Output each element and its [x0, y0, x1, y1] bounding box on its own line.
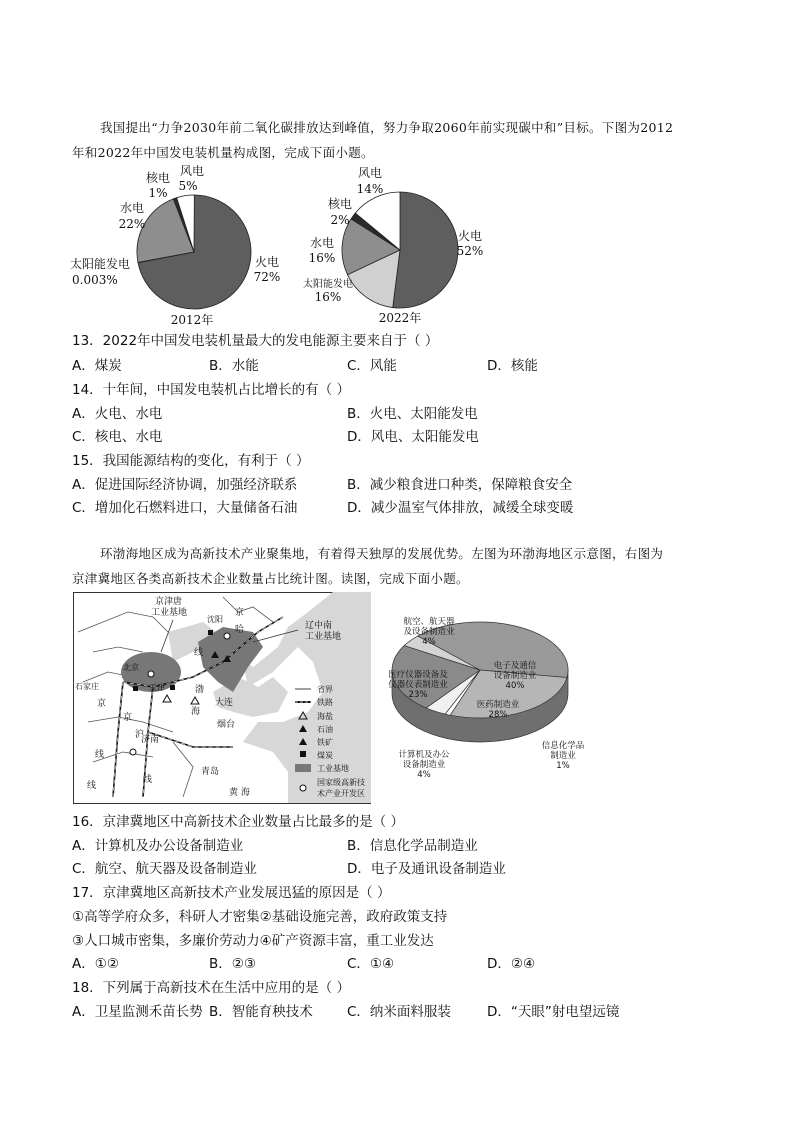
pie-3d-label: 及设备制造业	[403, 627, 455, 637]
question-16: 16．京津冀地区中高新技术企业数量占比最多的是（ ）	[72, 814, 404, 830]
coal-symbol	[170, 685, 175, 690]
pie-3d-label: 医药制造业	[476, 700, 520, 710]
pie-label: 核电	[145, 171, 171, 185]
legend-label: 省界	[317, 685, 333, 694]
pie-3d-label: 信息化学品	[541, 741, 585, 751]
pie-label: 52%	[456, 244, 484, 258]
legend-label: 铁路	[317, 698, 333, 707]
section2-intro	[72, 541, 722, 591]
question-17: 17．京津冀地区高新技术产业发展迅猛的原因是（ ）	[72, 885, 391, 901]
pie-slice	[393, 192, 458, 308]
option[interactable]: D．②④	[487, 956, 536, 972]
option[interactable]: B．②③	[209, 956, 256, 972]
intro-line: 环渤海地区成为高新技术产业聚集地，有着得天独厚的发展优势。左图为环渤海地区示意图，右图为	[100, 546, 664, 561]
legend-label: 工业基地	[317, 764, 349, 773]
option[interactable]: A．计算机及办公设备制造业	[72, 838, 244, 854]
pie-3d-label: 1%	[556, 761, 570, 771]
legend-label: 国家级高新技	[317, 778, 365, 787]
section1-intro	[72, 115, 722, 165]
map-label: 线	[95, 750, 105, 760]
map-label: 海	[191, 707, 201, 717]
legend-label: 石油	[317, 725, 333, 734]
map-label: 工业基地	[151, 608, 188, 618]
legend-label: 术产业开发区	[317, 789, 365, 798]
statement-line: ①高等学府众多，科研人才密集②基础设施完善，政府政策支持	[72, 909, 448, 925]
pie-label: 风电	[179, 164, 205, 178]
option[interactable]: D．减少温室气体排放，减缓全球变暖	[347, 500, 574, 516]
question-13: 13．2022年中国发电装机量最大的发电能源主要来自于（ ）	[72, 333, 439, 349]
pie-label: 0.003%	[72, 273, 118, 287]
intro-line: 我国提出“力争2030年前二氧化碳排放达到峰值，努力争取2060年前实现碳中和”目标。下图为2012	[100, 120, 674, 135]
pie-3d-label: 4%	[422, 637, 436, 647]
map-label: 黄 海	[229, 788, 250, 798]
coal-symbol	[208, 630, 213, 635]
pie-label: 22%	[118, 217, 146, 231]
pie-3d-label: 航空、航天器	[403, 617, 455, 627]
map-label: 工业基地	[305, 632, 342, 642]
pie-label: 核电	[327, 197, 353, 211]
question-18: 18．下列属于高新技术在生活中应用的是（ ）	[72, 980, 350, 996]
pie-label: 2%	[330, 213, 350, 227]
option[interactable]: D．“天眼”射电望远镜	[487, 1004, 620, 1020]
option[interactable]: A．①②	[72, 956, 119, 972]
map-label: 北京	[123, 663, 139, 672]
option[interactable]: B．火电、太阳能发电	[347, 406, 478, 422]
hitech-zone-symbol	[130, 749, 136, 755]
map-label: 京	[235, 608, 245, 618]
pie-3d-label: 23%	[408, 690, 428, 700]
pie-label: 风电	[357, 166, 383, 180]
pie-3d-label: 电子及通信	[493, 661, 537, 671]
coal-symbol	[133, 686, 138, 691]
option[interactable]: B．减少粮食进口种类，保障粮食安全	[347, 477, 573, 493]
pie-3d-label: 28%	[488, 710, 508, 720]
pie-label: 太阳能发电	[70, 257, 131, 271]
pie-2012	[137, 195, 251, 309]
pie-label: 2022年	[378, 311, 422, 325]
option[interactable]: A．促进国际经济协调，加强经济联系	[72, 477, 298, 493]
option[interactable]: D．风电、太阳能发电	[347, 429, 479, 445]
pie-2022	[342, 192, 458, 308]
pie-3d-label: 仪器仪表制造业	[388, 680, 448, 690]
hitech-zone-symbol	[224, 633, 230, 639]
option[interactable]: C．增加化石燃料进口，大量储备石油	[72, 500, 298, 516]
option[interactable]: C．航空、航天器及设备制造业	[72, 861, 257, 877]
option[interactable]: A．煤炭	[72, 358, 122, 374]
pie-3d-label: 制造业	[550, 751, 576, 761]
pie-label: 1%	[148, 186, 168, 200]
intro-line: 京津冀地区各类高新技术企业数量占比统计图。读图，完成下面小题。	[72, 571, 469, 586]
pie-label: 16%	[308, 251, 336, 265]
pie-3d-label: 设备制造业	[493, 671, 537, 681]
pie-3d-label: 设备制造业	[402, 760, 446, 770]
map-label: 辽中南	[305, 621, 333, 631]
hitech-pie-chart	[380, 610, 730, 790]
option[interactable]: C．风能	[347, 358, 397, 374]
option[interactable]: A．火电、水电	[72, 406, 163, 422]
map-label: 沪	[135, 730, 145, 740]
question-14: 14．十年间，中国发电装机占比增长的有（ ）	[72, 382, 350, 398]
bohai-region-map	[73, 592, 371, 804]
map-label: 京	[97, 699, 107, 709]
option[interactable]: C．纳米面料服装	[347, 1004, 451, 1020]
legend-label: 海盐	[317, 712, 333, 721]
pie-3d-label: 计算机及办公	[398, 750, 450, 760]
option[interactable]: C．①④	[347, 956, 395, 972]
option[interactable]: A．卫星监测禾苗长势	[72, 1004, 203, 1020]
energy-pie-charts	[60, 160, 500, 330]
map-label: 济南	[141, 735, 160, 745]
map-label: 京津唐	[155, 597, 183, 607]
map-label: 线	[143, 775, 153, 785]
intro-line: 年和2022年中国发电装机量构成图，完成下面小题。	[72, 145, 374, 160]
legend-label: 铁矿	[317, 738, 333, 747]
pie-3d-label: 40%	[505, 681, 525, 691]
option[interactable]: B．信息化学品制造业	[347, 838, 478, 854]
map-label: 青岛	[201, 767, 220, 777]
map-label: 天津	[149, 683, 165, 692]
map-label: 沈阳	[207, 615, 223, 624]
statement-line: ③人口城市密集，多廉价劳动力④矿产资源丰富，重工业发达	[72, 933, 434, 949]
option[interactable]: C．核电、水电	[72, 429, 163, 445]
option[interactable]: D．核能	[487, 358, 538, 374]
pie-label: 太阳能发电	[303, 279, 353, 290]
option[interactable]: D．电子及通讯设备制造业	[347, 861, 506, 877]
map-label: 大连	[215, 698, 234, 708]
map-label: 线	[87, 781, 97, 791]
pie-label: 2012年	[170, 313, 214, 327]
pie-label: 火电	[457, 229, 483, 243]
pie-3d-label: 医疗仪器设备及	[388, 670, 448, 680]
map-label: 线	[194, 648, 204, 658]
legend-label: 煤炭	[317, 751, 333, 760]
map-label: 京	[123, 713, 133, 723]
map-label: 渤	[195, 685, 205, 695]
map-label: 石家庄	[75, 682, 99, 691]
option[interactable]: B．水能	[209, 358, 259, 374]
pie-label: 5%	[178, 179, 198, 193]
pie-label: 水电	[119, 201, 145, 215]
map-label: 烟台	[217, 720, 236, 730]
pie-3d-label: 4%	[417, 770, 431, 780]
pie-label: 14%	[356, 182, 384, 196]
hitech-zone-symbol	[148, 671, 154, 677]
map-label: 哈	[235, 625, 245, 635]
pie-label: 16%	[314, 290, 342, 304]
pie-label: 72%	[253, 270, 281, 284]
pie-label: 火电	[254, 255, 280, 269]
question-15: 15．我国能源结构的变化，有利于（ ）	[72, 453, 310, 469]
pie-label: 水电	[309, 236, 335, 250]
option[interactable]: B．智能育秧技术	[209, 1004, 313, 1020]
